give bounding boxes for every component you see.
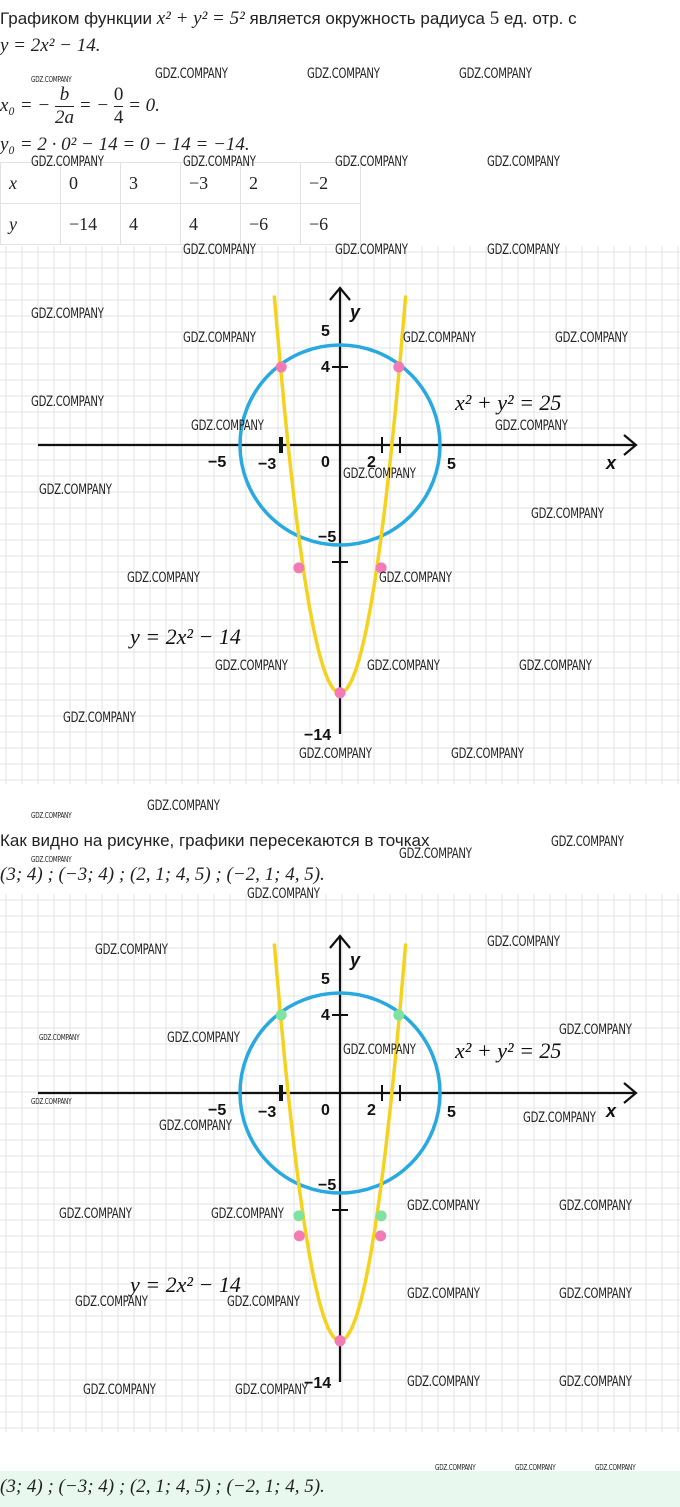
fraction-numerator-2: 0 <box>113 84 124 105</box>
watermark: GDZ.COMPANY <box>343 466 416 482</box>
values-table <box>0 162 361 245</box>
watermark: GDZ.COMPANY <box>247 886 320 902</box>
watermark: GDZ.COMPANY <box>183 154 256 170</box>
watermark: GDZ.COMPANY <box>31 154 104 170</box>
watermark: GDZ.COMPANY <box>451 746 524 762</box>
table-cell: −3 <box>181 163 241 204</box>
tick-label: 0 <box>321 454 330 471</box>
watermark: GDZ.COMPANY <box>487 934 560 950</box>
watermark: GDZ.COMPANY <box>559 1374 632 1390</box>
table-cell: 0 <box>61 163 121 204</box>
intersection-point <box>276 1010 287 1021</box>
watermark: GDZ.COMPANY <box>403 330 476 346</box>
tick-label: −14 <box>304 727 332 744</box>
watermark: GDZ.COMPANY <box>211 1206 284 1222</box>
watermark: GDZ.COMPANY <box>487 154 560 170</box>
tick-label: 5 <box>447 456 456 473</box>
watermark: GDZ.COMPANY <box>183 242 256 258</box>
watermark: GDZ.COMPANY <box>407 1198 480 1214</box>
intersection-point <box>393 1010 404 1021</box>
intersection-points: (3; 4) ; (−3; 4) ; (2, 1; 4, 5) ; (−2, 1; 4, 5). <box>0 864 325 885</box>
intro-line <box>0 8 577 30</box>
vertex-y-formula: y₀ = 2 · 0² − 14 = 0 − 14 = −14. <box>0 134 250 155</box>
intersection-point <box>276 362 287 373</box>
watermark: GDZ.COMPANY <box>399 846 472 862</box>
tick-label: 4 <box>321 1007 330 1024</box>
table-row-y <box>1 204 361 245</box>
tick-label: 4 <box>321 359 330 376</box>
watermark: GDZ.COMPANY <box>307 66 380 82</box>
tick-label: 2 <box>367 1102 376 1119</box>
watermark: GDZ.COMPANY <box>127 570 200 586</box>
watermark: GDZ.COMPANY <box>31 394 104 410</box>
watermark: GDZ.COMPANY <box>335 242 408 258</box>
fraction-b-2a <box>55 84 74 129</box>
tick-label: −14 <box>304 1375 332 1392</box>
table-cell: −6 <box>301 204 361 245</box>
watermark: GDZ.COMPANY <box>31 855 72 864</box>
fraction-denominator: 2a <box>54 107 74 128</box>
watermark: GDZ.COMPANY <box>227 1294 300 1310</box>
watermark: GDZ.COMPANY <box>379 570 452 586</box>
watermark: GDZ.COMPANY <box>39 1033 80 1042</box>
table-cell: 4 <box>181 204 241 245</box>
watermark: GDZ.COMPANY <box>31 306 104 322</box>
y-axis-label: y <box>350 950 361 970</box>
tick-label: 0 <box>321 1102 330 1119</box>
x0-lhs: x₀ = − <box>0 94 51 116</box>
watermark: GDZ.COMPANY <box>63 710 136 726</box>
fraction-0-4 <box>114 84 124 129</box>
watermark: GDZ.COMPANY <box>407 1374 480 1390</box>
intro-end: ед. отр. с <box>499 9 577 28</box>
parabola-point <box>294 1230 305 1241</box>
intro-suffix: является окружность радиуса <box>244 9 490 28</box>
circle-label: x² + y² = 25 <box>455 1038 562 1063</box>
watermark: GDZ.COMPANY <box>39 482 112 498</box>
tick-label: 2 <box>367 454 376 471</box>
table-header-y: y <box>1 204 61 245</box>
vertex-point <box>335 1335 346 1346</box>
watermark: GDZ.COMPANY <box>31 811 72 820</box>
watermark: GDZ.COMPANY <box>155 66 228 82</box>
watermark: GDZ.COMPANY <box>559 1198 632 1214</box>
tick-label: −5 <box>318 529 337 546</box>
watermark: GDZ.COMPANY <box>495 418 568 434</box>
tick-label: 5 <box>321 971 330 988</box>
tick-label: −5 <box>318 1177 337 1194</box>
parabola-label: y = 2x² − 14 <box>130 1272 241 1297</box>
table-cell: −2 <box>301 163 361 204</box>
watermark: GDZ.COMPANY <box>215 658 288 674</box>
watermark: GDZ.COMPANY <box>519 658 592 674</box>
table-cell: −14 <box>61 204 121 245</box>
watermark: GDZ.COMPANY <box>167 1030 240 1046</box>
intro-prefix: Графиком функции <box>0 9 157 28</box>
watermark: GDZ.COMPANY <box>147 798 220 814</box>
watermark: GDZ.COMPANY <box>559 1286 632 1302</box>
intersection-point <box>293 562 304 573</box>
watermark: GDZ.COMPANY <box>235 1382 308 1398</box>
watermark: GDZ.COMPANY <box>551 834 624 850</box>
table-cell: 3 <box>121 163 181 204</box>
watermark: GDZ.COMPANY <box>367 658 440 674</box>
tick-label: −5 <box>208 1102 227 1119</box>
watermark: GDZ.COMPANY <box>343 1042 416 1058</box>
watermark: GDZ.COMPANY <box>183 330 256 346</box>
watermark: GDZ.COMPANY <box>407 1286 480 1302</box>
watermark: GDZ.COMPANY <box>435 1463 476 1472</box>
tick-label: −3 <box>258 1104 277 1121</box>
watermark: GDZ.COMPANY <box>459 66 532 82</box>
parabola-label: y = 2x² − 14 <box>130 624 241 649</box>
watermark: GDZ.COMPANY <box>487 242 560 258</box>
parabola-equation: y = 2x² − 14. <box>0 35 101 56</box>
watermark: GDZ.COMPANY <box>159 1118 232 1134</box>
x-axis-label: x <box>606 453 617 473</box>
circle-label: x² + y² = 25 <box>455 390 562 415</box>
table-cell: 4 <box>121 204 181 245</box>
graph-intersections-highlighted <box>0 894 680 1432</box>
x-axis-label: x <box>606 1101 617 1121</box>
tick-label: 5 <box>447 1104 456 1121</box>
watermark: GDZ.COMPANY <box>555 330 628 346</box>
watermark: GDZ.COMPANY <box>531 506 604 522</box>
intersection-point <box>376 1210 387 1221</box>
watermark: GDZ.COMPANY <box>559 1022 632 1038</box>
table-cell: −6 <box>241 204 301 245</box>
tick-label: 5 <box>321 323 330 340</box>
watermark: GDZ.COMPANY <box>515 1463 556 1472</box>
y-axis-label: y <box>350 302 361 322</box>
watermark: GDZ.COMPANY <box>31 1097 72 1106</box>
watermark: GDZ.COMPANY <box>335 154 408 170</box>
parabola-point <box>375 1230 386 1241</box>
watermark: GDZ.COMPANY <box>83 1382 156 1398</box>
tick-label: −5 <box>208 454 227 471</box>
vertex-point <box>335 687 346 698</box>
watermark: GDZ.COMPANY <box>523 1110 596 1126</box>
watermark: GDZ.COMPANY <box>595 1463 636 1472</box>
vertex-x-formula <box>0 84 160 129</box>
answer-points: (3; 4) ; (−3; 4) ; (2, 1; 4, 5) ; (−2, 1; 4, 5). <box>0 1476 325 1497</box>
watermark: GDZ.COMPANY <box>95 942 168 958</box>
conclusion-text: Как видно на рисунке, графики пересекаются в точках <box>0 831 430 850</box>
table-cell: 2 <box>241 163 301 204</box>
table-header-x: x <box>1 163 61 204</box>
fraction-denominator-2: 4 <box>113 107 124 128</box>
tick-label: −3 <box>258 456 277 473</box>
x0-rhs: = 0. <box>128 94 160 116</box>
watermark: GDZ.COMPANY <box>59 1206 132 1222</box>
radius-value: 5 <box>489 8 500 29</box>
circle-equation: x² + y² = 5² <box>156 8 245 29</box>
watermark: GDZ.COMPANY <box>299 746 372 762</box>
intersection-point <box>393 362 404 373</box>
watermark: GDZ.COMPANY <box>31 75 72 84</box>
x0-mid: = − <box>78 94 110 116</box>
fraction-numerator: b <box>55 84 74 107</box>
watermark: GDZ.COMPANY <box>191 418 264 434</box>
watermark: GDZ.COMPANY <box>75 1294 148 1310</box>
intersection-point <box>293 1210 304 1221</box>
